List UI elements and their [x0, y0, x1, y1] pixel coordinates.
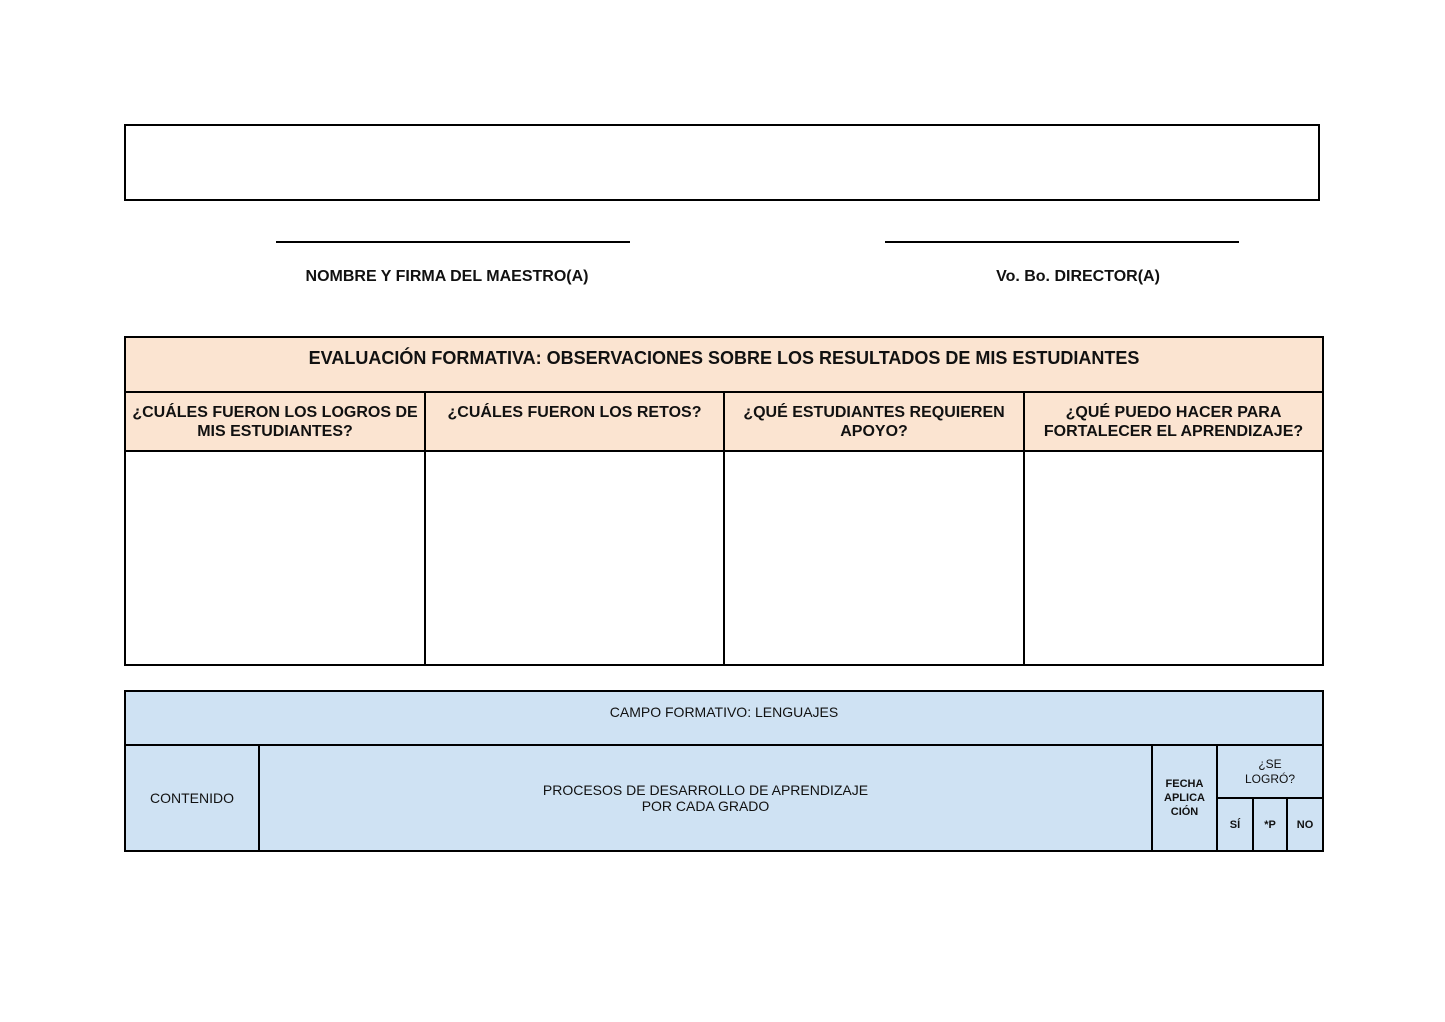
question-logros: ¿CUÁLES FUERON LOS LOGROS DE MIS ESTUDIANTES?: [125, 392, 425, 451]
no-header: NO: [1287, 798, 1323, 851]
answer-fortalecer[interactable]: [1024, 451, 1323, 665]
campo-title: CAMPO FORMATIVO: LENGUAJES: [125, 691, 1323, 745]
contenido-header: CONTENIDO: [125, 745, 259, 851]
answer-retos[interactable]: [425, 451, 724, 665]
procesos-header: [259, 745, 1152, 851]
si-header: SÍ: [1217, 798, 1253, 851]
campo-formativo-table: [124, 690, 1324, 852]
notes-box[interactable]: [124, 124, 1320, 201]
evaluation-title: EVALUACIÓN FORMATIVA: OBSERVACIONES SOBRE LOS RESULTADOS DE MIS ESTUDIANTES: [125, 337, 1323, 392]
question-fortalecer: ¿QUÉ PUEDO HACER PARA FORTALECER EL APRENDIZAJE?: [1024, 392, 1323, 451]
question-apoyo: ¿QUÉ ESTUDIANTES REQUIEREN APOYO?: [724, 392, 1024, 451]
se-logro-line-2: LOGRÓ?: [1244, 771, 1295, 786]
fecha-line-3: CIÓN: [1170, 806, 1199, 818]
se-logro-line-1: ¿SE: [1258, 756, 1282, 771]
fecha-line-1: FECHA: [1165, 778, 1204, 790]
procesos-line-2: POR CADA GRADO: [641, 798, 770, 814]
p-header: *P: [1253, 798, 1287, 851]
director-signature-label: Vo. Bo. DIRECTOR(A): [996, 268, 1160, 285]
teacher-signature-line: [276, 241, 630, 243]
se-logro-header: [1217, 745, 1323, 798]
fecha-line-2: APLICA: [1164, 792, 1205, 804]
answer-logros[interactable]: [125, 451, 425, 665]
answer-apoyo[interactable]: [724, 451, 1024, 665]
procesos-line-1: PROCESOS DE DESARROLLO DE APRENDIZAJE: [542, 782, 869, 798]
evaluation-table: [124, 336, 1324, 666]
question-retos: ¿CUÁLES FUERON LOS RETOS?: [425, 392, 724, 451]
teacher-signature-label: NOMBRE Y FIRMA DEL MAESTRO(A): [305, 268, 589, 285]
director-signature-line: [885, 241, 1239, 243]
fecha-header: [1152, 745, 1217, 851]
